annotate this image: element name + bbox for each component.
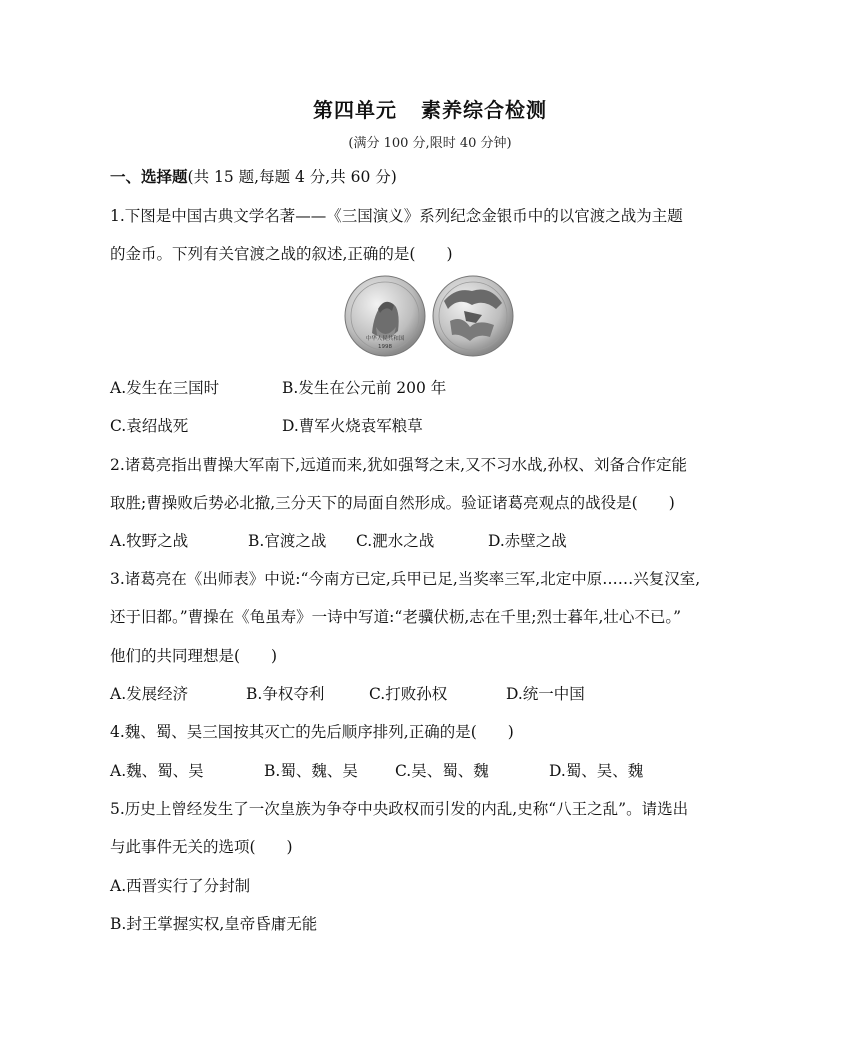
title-name: 素养综合检测 [421, 98, 547, 122]
q3-option-a[interactable]: A.发展经济 [110, 685, 189, 703]
q4-line1: 4.魏、蜀、吴三国按其灭亡的先后顺序排列,正确的是( ) [110, 723, 514, 741]
q3-option-b[interactable]: B.争权夺利 [246, 685, 325, 703]
page-subtitle: (满分 100 分,限时 40 分钟) [348, 136, 512, 151]
coin-images [344, 275, 514, 357]
q2-option-a[interactable]: A.牧野之战 [110, 532, 189, 550]
q4-option-a[interactable]: A.魏、蜀、吴 [110, 762, 204, 780]
q3-line2: 还于旧都。”曹操在《龟虽寿》一诗中写道:“老骥伏枥,志在千里;烈士暮年,壮心不已。” [110, 608, 682, 626]
q2-line1: 2.诸葛亮指出曹操大军南下,远道而来,犹如强弩之末,又不习水战,孙权、刘备合作定能 [110, 456, 687, 474]
page-title [0, 94, 860, 123]
q1-options-2 [110, 414, 750, 436]
q5-line2: 与此事件无关的选项( ) [110, 838, 293, 856]
q4-option-d[interactable]: D.蜀、吴、魏 [549, 762, 644, 780]
q4-option-b[interactable]: B.蜀、魏、吴 [264, 762, 358, 780]
q2-option-d[interactable]: D.赤壁之战 [488, 532, 567, 550]
q3-line1: 3.诸葛亮在《出师表》中说:“今南方已定,兵甲已足,当奖率三军,北定中原……兴复汉室, [110, 570, 701, 588]
q5-line1: 5.历史上曾经发生了一次皇族为争夺中央政权而引发的内乱,史称“八王之乱”。请选出 [110, 800, 689, 818]
q2-line2: 取胜;曹操败后势必北撤,三分天下的局面自然形成。验证诸葛亮观点的战役是( ) [110, 494, 675, 512]
q1-option-d[interactable]: D.曹军火烧袁军粮草 [282, 417, 423, 435]
q1-line1: 1.下图是中国古典文学名著——《三国演义》系列纪念金银币中的以官渡之战为主题 [110, 207, 683, 225]
q2-options [110, 529, 750, 551]
q5-option-b[interactable]: B.封王掌握实权,皇帝昏庸无能 [110, 915, 318, 933]
q3-option-d[interactable]: D.统一中国 [506, 685, 585, 703]
q3-line3: 他们的共同理想是( ) [110, 647, 278, 665]
title-unit: 第四单元 [313, 98, 397, 122]
q3-options [110, 682, 750, 704]
coin-front [345, 276, 425, 356]
coin-year: 1998 [378, 344, 392, 350]
q4-options [110, 759, 750, 781]
coin-back [433, 276, 513, 356]
q1-options [110, 376, 750, 398]
q3-option-c[interactable]: C.打败孙权 [369, 685, 448, 703]
q2-option-c[interactable]: C.淝水之战 [356, 532, 435, 550]
q1-option-b[interactable]: B.发生在公元前 200 年 [282, 379, 447, 397]
q1-option-c[interactable]: C.袁绍战死 [110, 417, 189, 435]
section-note: (共 15 题,每题 4 分,共 60 分) [187, 168, 397, 186]
q1-option-a[interactable]: A.发生在三国时 [110, 379, 220, 397]
q4-option-c[interactable]: C.吴、蜀、魏 [395, 762, 489, 780]
section-label: 一、选择题 [110, 168, 188, 186]
q1-line2: 的金币。下列有关官渡之战的叙述,正确的是( ) [110, 245, 453, 263]
section-heading [110, 165, 397, 187]
coin-inscription: 中华人民共和国 [365, 336, 405, 342]
q2-option-b[interactable]: B.官渡之战 [248, 532, 327, 550]
q5-option-a[interactable]: A.西晋实行了分封制 [110, 877, 251, 895]
